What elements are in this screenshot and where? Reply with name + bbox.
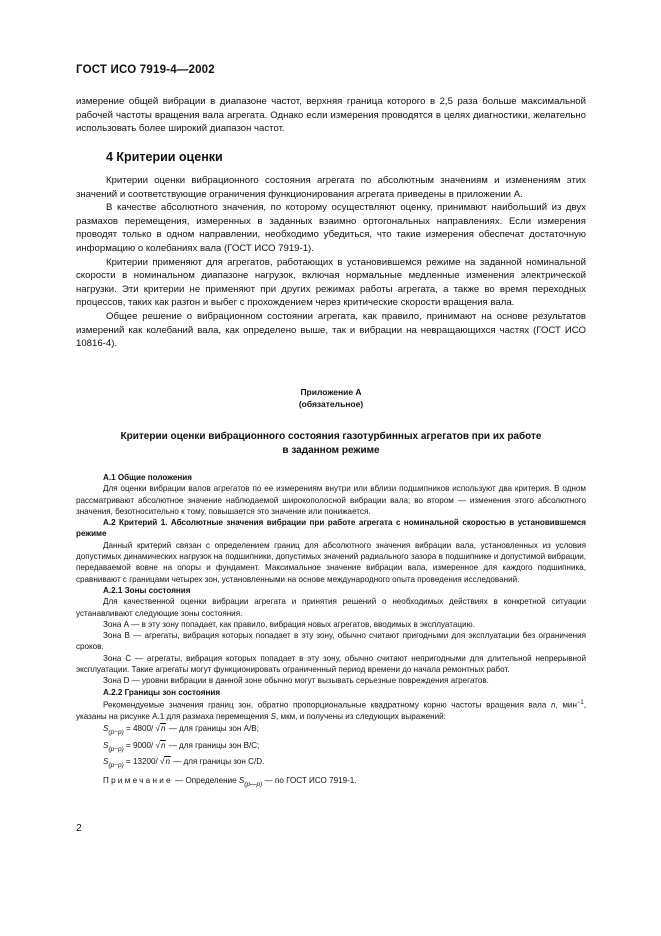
a2-text: Данный критерий связан с определением границ для абсолютного значения вибрации вала, установленных из условия допустимых динамических нагрузок на подшипники, допустимых значений радиального зазора в подшипнике и допустимой вибрации, передаваемой вовне на опоры и фундамент. Максимальное значение вибрации вала, измеренное для каждого подшипника, сравнивают с границами четырех зон, установленными на основе международного опыта проведения исследований. <box>76 540 586 584</box>
note-label: Примечание <box>103 776 173 786</box>
a22-heading: А.2.2 Границы зон состояния <box>103 687 221 697</box>
annex-title: Приложение А <box>300 387 362 397</box>
a22-text: Рекомендуемые значения границ зон, обратно пропорциональные квадратному корню частоты вращения вала n, мин$^{-1}$, указаны на рисунке А.1 для размаха перемещения S, мкм, и получены из следующих выражений: <box>76 699 587 721</box>
sqrt-n: √n <box>155 740 166 750</box>
a1-text: Для оценки вибрации валов агрегатов по ее измерениям внутри или вблизи подшипников используют два критерия. В одном рассматривают абсолютное значение наблюдаемой широкополосной вибрации вала; во втором — изменения этого абсолютного значения, безотносительно к тому, повышается это значение или понижается. <box>76 484 586 516</box>
zone-a: Зона А — в эту зону попадает, как правило, вибрация новых агрегатов, вводимых в эксплуатацию. <box>103 619 475 629</box>
a1-heading: А.1 Общие положения <box>103 473 192 482</box>
section4-paragraph-3: Критерии применяют для агрегатов, работающих в установившемся режиме на заданной номинальной скорости в номинальном диапазоне нагрузок, включая нормальные медленные изменения электрической нагрузки. Эти критерии не применяют при других режимах работы агрегата, а также во время переходных процессов, таких как разгон и выбег с прохождением через критические скорости вращения вала. <box>76 256 586 309</box>
annex-body <box>76 472 586 790</box>
section4-paragraph-2: В качестве абсолютного значения, по которому осуществляют оценку, принимают наибольший из двух размахов перемещения, измеренных в заданных взаимно ортогональных направлениях. Если измерения проводят только в одном направлении, необходимо убедиться, что такие измерения обеспечат достаточную информацию о колебаниях вала (ГОСТ ИСО 7919-1). <box>76 202 586 254</box>
page-number: 2 <box>76 822 82 834</box>
sqrt-n: √n <box>155 724 166 734</box>
a21-heading: А.2.1 Зоны состояния <box>103 585 191 595</box>
annex-status: (обязательное) <box>298 399 364 409</box>
formula-bc: $S_{(p-p)} = 9000/$ √n — для границы зон В/С; <box>103 740 260 753</box>
intro-paragraph: измерение общей вибрации в диапазоне частот, верхняя граница которого в 2,5 раза больше максимальной рабочей частоты вращения вала агрегата. Однако если измерения проводятся в целях диагностики, желательно использовать более широкий диапазон частот. <box>76 96 586 135</box>
formula-ab: $S_{(p-p)} = 4800/$ √n — для границы зон А/В; <box>103 724 259 737</box>
page-header: ГОСТ ИСО 7919-4—2002 <box>76 64 215 76</box>
annex-label <box>76 386 586 410</box>
note: Примечание — Определение $S_{(p—p)}$ — по ГОСТ ИСО 7919-1. <box>103 776 357 789</box>
zone-c: Зона С — агрегаты, вибрация которых попадает в эту зону, обычно считают непригодными для длительной непрерывной эксплуатации. Такие агрегаты могут функционировать ограниченный период времени до начала ремонтных работ. <box>76 653 586 675</box>
annex-heading-line-2: в заданном режиме <box>282 445 380 456</box>
zone-d: Зона D — уровни вибрации в данной зоне обычно могут вызывать серьезные повреждения агрегатов. <box>103 676 489 686</box>
section-heading: 4 Критерии оценки <box>106 150 223 164</box>
section4-body <box>76 174 586 351</box>
zone-b: Зона В — агрегаты, вибрация которых попадает в эту зону, обычно считают пригодными для эксплуатации без ограничения сроков. <box>76 631 586 652</box>
a21-text: Для качественной оценки вибрации агрегата и принятия решений о необходимых действиях в конкретной ситуации устанавливают следующие зоны состояния. <box>76 597 586 618</box>
a2-heading: А.2 Критерий 1. Абсолютные значения вибрации при работе агрегата с номинальной скоростью в установившемся режиме <box>76 518 586 539</box>
annex-heading <box>76 430 586 458</box>
annex-heading-line-1: Критерии оценки вибрационного состояния газотурбинных агрегатов при их работе <box>120 431 542 442</box>
section4-paragraph-1: Критерии оценки вибрационного состояния агрегата по абсолютным значениям и изменениям этих значений и соответствующие ограничения функционирования агрегата приведены в приложении А. <box>76 175 586 200</box>
intro-paragraph-block <box>76 95 586 136</box>
formula-cd: $S_{(p-p)} = 13200/$ √n — для границы зон С/D. <box>103 756 265 769</box>
sqrt-n: √n <box>160 756 170 766</box>
section4-paragraph-4: Общее решение о вибрационном состоянии агрегата, как правило, принимают на основе результатов измерений как колебаний вала, как определено выше, так и вибрации на невращающихся частях (ГОСТ ИСО 10816-4). <box>76 310 586 350</box>
